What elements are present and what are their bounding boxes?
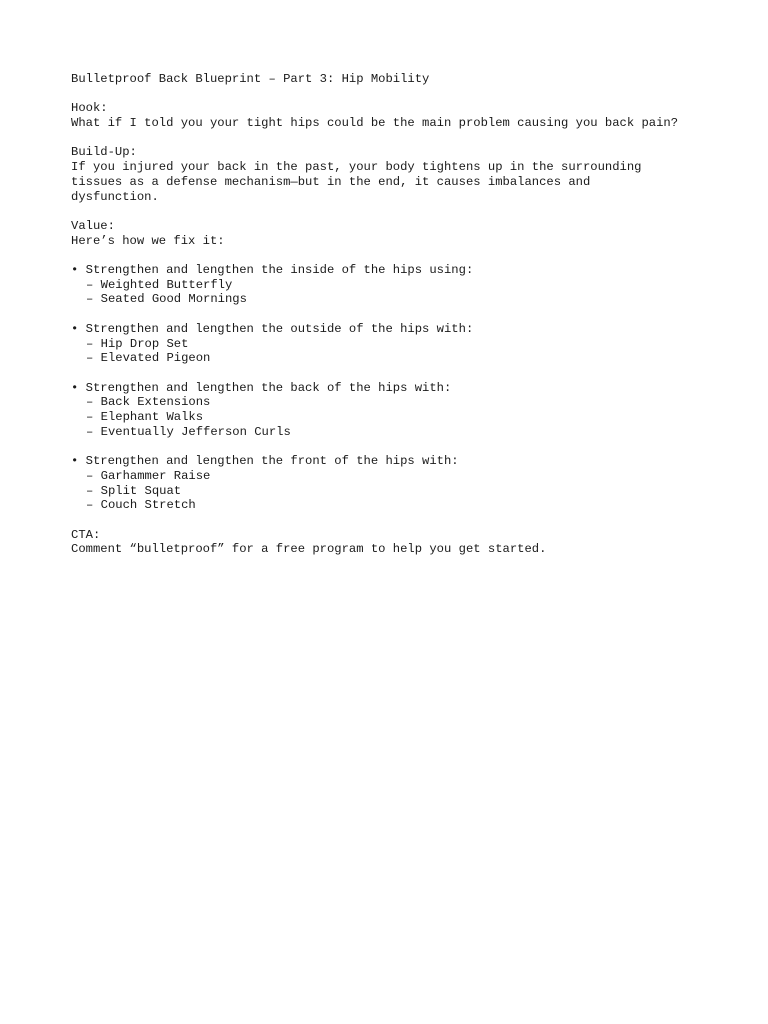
spacer <box>71 439 731 454</box>
hook-text: What if I told you your tight hips could be the main problem causing you back pain? <box>71 116 679 131</box>
bullet-heading: • Strengthen and lengthen the back of the hips with: <box>71 380 452 395</box>
spacer <box>71 307 731 322</box>
exercise-item: – Elevated Pigeon <box>86 351 211 366</box>
buildup-label: Build-Up: <box>71 145 137 160</box>
exercise-item: – Elephant Walks <box>86 410 204 425</box>
cta-text: Comment “bulletproof” for a free program to help you get started. <box>71 542 547 557</box>
spacer <box>71 248 731 263</box>
buildup-line: If you injured your back in the past, your body tightens up in the surrounding <box>71 160 642 175</box>
spacer <box>71 87 731 102</box>
cta-label: CTA: <box>71 527 101 542</box>
exercise-item: – Hip Drop Set <box>86 336 189 351</box>
exercise-item: – Eventually Jefferson Curls <box>86 424 291 439</box>
exercise-item: – Couch Stretch <box>86 498 196 513</box>
buildup-line: dysfunction. <box>71 189 159 204</box>
value-group-outside-hips <box>71 322 731 366</box>
bullet-heading: • Strengthen and lengthen the front of the hips with: <box>71 454 459 469</box>
value-group-back-hips <box>71 381 731 440</box>
spacer <box>71 204 731 219</box>
spacer <box>71 513 731 528</box>
exercise-item: – Garhammer Raise <box>86 468 211 483</box>
exercise-item: – Seated Good Mornings <box>86 292 247 307</box>
value-intro: Here’s how we fix it: <box>71 233 225 248</box>
value-group-inside-hips <box>71 263 731 307</box>
spacer <box>71 131 731 146</box>
value-label: Value: <box>71 218 115 233</box>
document-title: Bulletproof Back Blueprint – Part 3: Hip Mobility <box>71 72 430 86</box>
exercise-item: – Weighted Butterfly <box>86 277 233 292</box>
bullet-heading: • Strengthen and lengthen the inside of the hips using: <box>71 263 474 278</box>
exercise-item: – Back Extensions <box>86 395 211 410</box>
spacer <box>71 366 731 381</box>
bullet-heading: • Strengthen and lengthen the outside of the hips with: <box>71 321 474 336</box>
buildup-line: tissues as a defense mechanism—but in the end, it causes imbalances and <box>71 174 591 189</box>
value-group-front-hips <box>71 454 731 513</box>
document-page <box>71 72 731 557</box>
hook-label: Hook: <box>71 101 108 116</box>
exercise-item: – Split Squat <box>86 483 182 498</box>
